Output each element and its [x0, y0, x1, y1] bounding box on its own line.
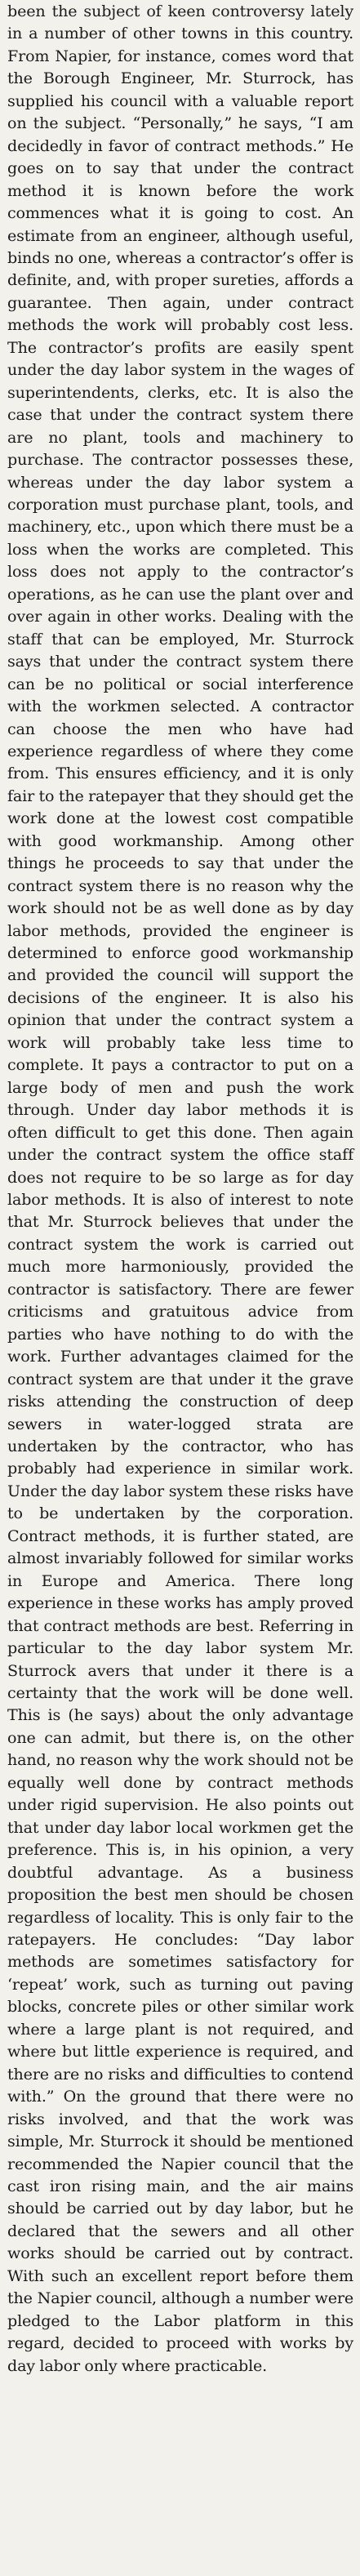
article-paragraph: been the subject of keen controversy lately in a number of other towns in this country. From Napier, for instance, comes word that the Borough Engineer, Mr. Sturrock, has supplied his council with a valuable report on the subject. “Personally,” he says, “I am decidedly in favor of contract methods.” He goes on to say that under the contract method it is known before the work commences what it is going to cost. An estimate from an engineer, although useful, binds no one, whereas a contractor’s offer is definite, and, with proper sureties, affords a guarantee. Then again, under contract methods the work will probably cost less. The contractor’s profits are easily spent under the day labor system in the wages of superintendents, clerks, etc. It is also the case that under the contract system there are no plant, tools and machinery to purchase. The contractor possesses these, whereas under the day labor system a corporation must purchase plant, tools, and machinery, etc., upon which there must be a loss when the works are completed. This loss does not apply to the contractor’s operations, as he can use the plant over and over again in other works. Dealing with the staff that can be employed, Mr. Sturrock says that under the contract system there can be no political or social interference with the workmen selected. A contractor can choose the men who have had experience regardless of where they come from. This ensures efficiency, and it is only fair to the ratepayer that they should get the work done at the lowest cost compatible with good workmanship. Among other things he proceeds to say that under the contract system there is no reason why the work should not be as well done as by day labor methods, provided the engineer is determined to enforce good workmanship and provided the council will support the decisions of the engineer. It is also his opinion that under the contract system a work will probably take less time to complete. It pays a contractor to put on a large body of men and push the work through. Under day labor methods it is often difficult to get this done. Then again under the contract system the office staff does not require to be so large as for day labor methods. It is also of interest to note that Mr. Sturrock believes that under the contract system the work is carried out much more harmoniously, provided the contractor is satisfactory. There are fewer criticisms and gratuitous advice from parties who have nothing to do with the work. Further advantages claimed for the contract system are that under it the grave risks attending the construction of deep sewers in water-logged strata are undertaken by the contractor, who has probably had experience in similar work. Under the day labor system these risks have to be undertaken by the corporation. Contract methods, it is further stated, are almost invariably followed for similar works in Europe and America. There long experience in these works has amply proved that contract methods are best. Referring in particular to the day labor system Mr. Sturrock avers that under it there is a certainty that the work will be done well. This is (he says) about the only advantage one can admit, but there is, on the other hand, no reason why the work should not be equally well done by contract methods under rigid supervision. He also points out that under day labor local workmen get the preference. This is, in his opinion, a very doubtful advantage. As a business proposition the best men should be chosen regardless of locality. This is only fair to the ratepayers. He concludes: “Day labor methods are sometimes satisfactory for ‘repeat’ work, such as turning out paving blocks, concrete piles or other similar work where a large plant is not required, and where but little experience is required, and there are no risks and difficulties to contend with.” On the ground that there were no risks involved, and that the work was simple, Mr. Sturrock it should be mentioned recommended the Napier council that the cast iron rising main, and the air mains should be carried out by day labor, but he declared that the sewers and all other works should be carried out by contract. With such an excellent report before them the Napier council, although a number were pledged to the Labor platform in this regard, decided to proceed with works by day labor only where practicable. [7, 2, 353, 2375]
article-column [7, 0, 353, 2377]
